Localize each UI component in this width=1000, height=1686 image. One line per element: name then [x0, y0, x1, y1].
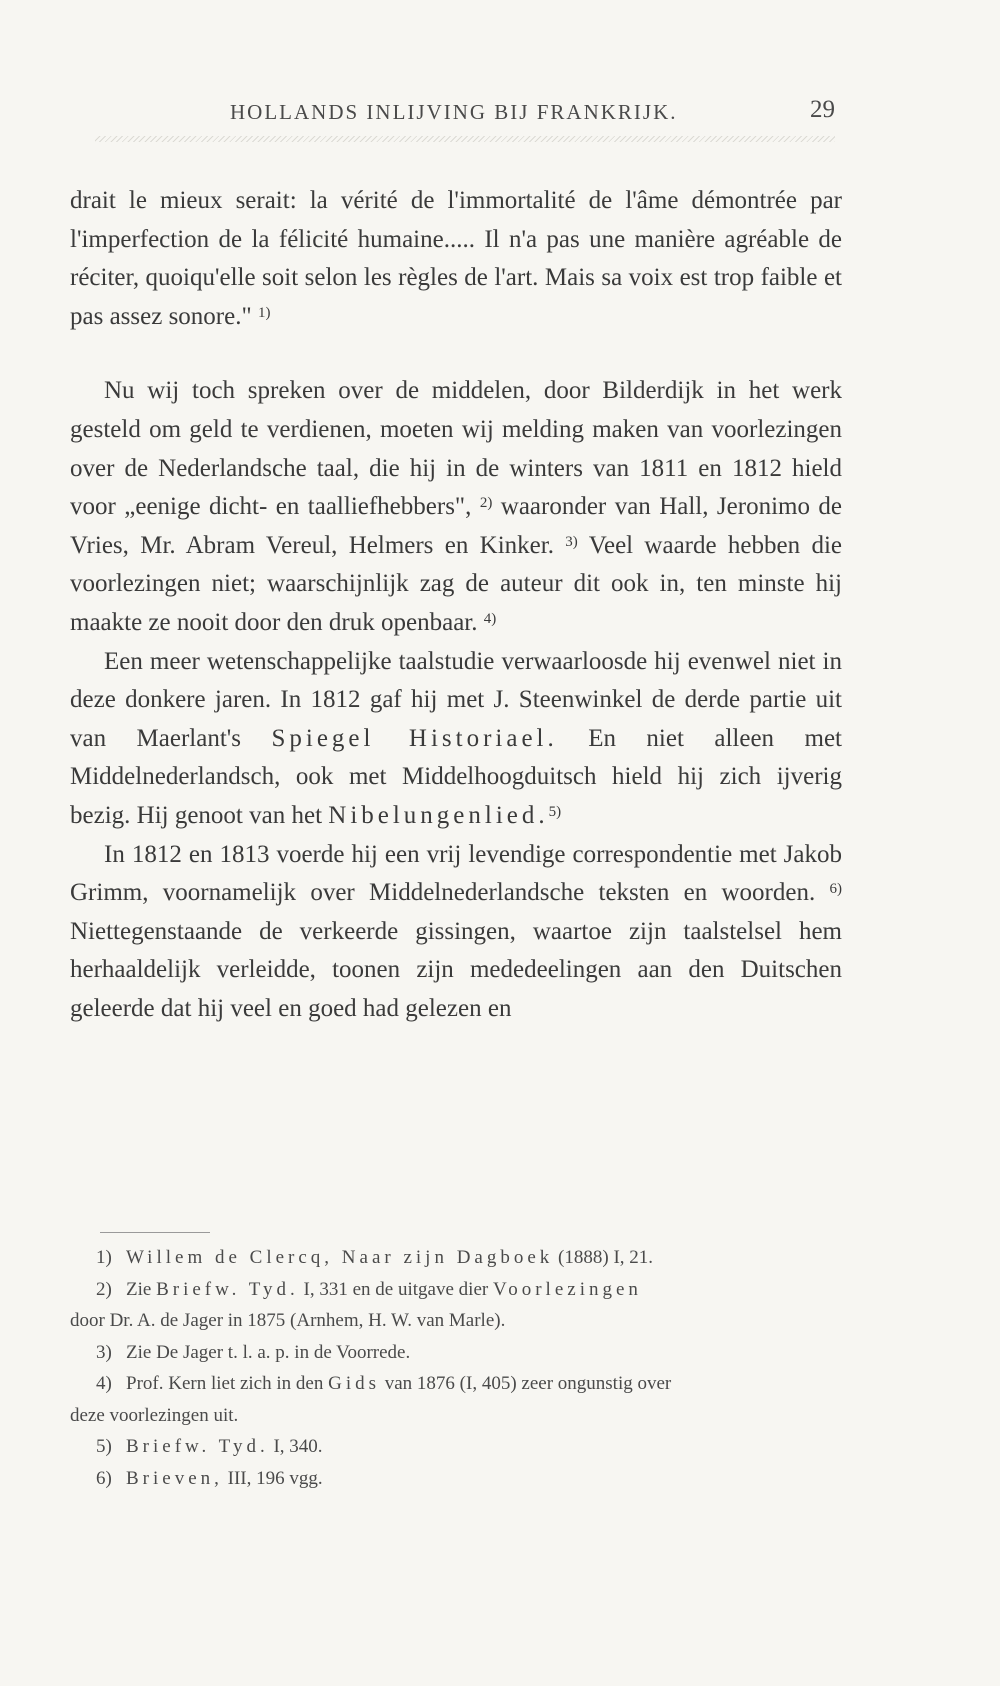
footnote-text: Zie — [126, 1278, 152, 1300]
paragraph-text: drait le mieux serait: la vérité de l'immortalité de l'âme démontrée par l'imperfection de la félicité humaine..... Il n'a pas une manière agréable de réciter, quoiqu'elle soit selon les règles de l'art. Mais sa voix est trop faible et pas assez sonore." — [70, 187, 842, 330]
paragraph-text: Een meer wetenschappelijke taalstudie verwaarloosde hij evenwel niet in deze donkere jaren. In 1812 gaf hij met J. Steenwinkel de derde partie uit van Maerlant's — [70, 647, 842, 752]
paragraph-continuation — [70, 182, 842, 336]
footnote-text: I, 331 en de uitgave dier — [303, 1278, 489, 1300]
footnote-number: 1) — [96, 1247, 112, 1268]
paragraph-text: Niettegenstaande de verkeerde gissingen, waartoe zijn taalstelsel hem herhaaldelijk verleidde, toonen zijn mededeelingen aan den Duitschen geleerde dat hij veel en goed had gelezen en — [70, 917, 842, 1022]
paragraph-text: In 1812 en 1813 voerde hij een vrij levendige correspondentie met Jakob Grimm, voornamelijk over Middelnederlandsche teksten en woorden. — [70, 840, 842, 907]
footnote-continuation: door Dr. A. de Jager in 1875 (Arnhem, H. W. van Marle). — [70, 1310, 506, 1331]
footnote-spaced: Willem de Clercq, Naar zijn Dagboek — [126, 1247, 554, 1268]
spaced-title: Nibelungenlied. — [328, 801, 549, 829]
note-ref[interactable]: 4) — [483, 610, 497, 627]
footnote-spaced: Gids — [328, 1373, 380, 1394]
paragraph-text: Veel waarde hebben die voorlezingen niet; waarschijnlijk zag de auteur dit ook in, ten minste hij maakte ze nooit door den druk openbaar. — [70, 531, 842, 636]
paragraph — [70, 836, 842, 1029]
paragraph-text: Nu wij toch spreken over de middelen, door Bilderdijk in het werk gesteld om geld te verdienen, moeten wij melding maken van voorlezingen over de Nederlandsche taal, die hij in de winters van 1811 en 1812 hield voor „eenige dicht- en taalliefhebbers", — [70, 377, 842, 521]
running-header — [200, 96, 850, 132]
footnote-number: 6) — [96, 1467, 112, 1489]
paragraph — [70, 372, 842, 642]
footnotes — [70, 1242, 842, 1494]
spaced-title: Spiegel Historiael. — [271, 724, 558, 752]
note-ref[interactable]: 1) — [257, 304, 271, 321]
footnote — [70, 1431, 842, 1463]
footnote — [70, 1274, 842, 1306]
paragraph — [70, 643, 842, 836]
footnote-spaced: Briefw. Tyd. — [126, 1436, 269, 1457]
footnote — [70, 1337, 842, 1369]
footnote-number: 5) — [96, 1436, 112, 1457]
footnote — [70, 1368, 842, 1400]
note-ref[interactable]: 2) — [479, 495, 493, 512]
footnote-text: Prof. Kern liet zich in den — [126, 1373, 324, 1394]
footnote-text: III, 196 vgg. — [227, 1467, 323, 1489]
footnote — [70, 1463, 842, 1495]
footnote — [70, 1242, 842, 1274]
footnote-text: (1888) I, 21. — [558, 1247, 654, 1268]
footnote-number: 2) — [96, 1278, 112, 1300]
paragraph-text: En niet alleen met Middelnederlandsch, ook met Middelhoogduitsch hield hij zich ijverig bezig. Hij genoot van het — [70, 724, 842, 829]
footnote-number: 3) — [96, 1341, 112, 1363]
paragraph-text: waaronder van Hall, Jeronimo de Vries, Mr. Abram Vereul, Helmers en Kinker. — [70, 493, 843, 559]
footnote-text: Zie De Jager t. l. a. p. in de Voorrede. — [126, 1341, 411, 1363]
note-ref[interactable]: 5) — [548, 803, 562, 820]
footnote-text: van 1876 (I, 405) zeer ongunstig over — [384, 1373, 672, 1394]
footnote-number: 4) — [96, 1373, 112, 1394]
footnote-rule — [100, 1232, 210, 1233]
main-text — [70, 182, 842, 1028]
note-ref[interactable]: 3) — [565, 533, 578, 550]
page-number: 29 — [810, 96, 835, 123]
running-title: HOLLANDS INLIJVING BIJ FRANKRIJK. — [230, 100, 678, 124]
footnote-continuation: deze voorlezingen uit. — [70, 1404, 239, 1426]
footnote-spaced: Brieven, — [126, 1467, 223, 1489]
footnote-spaced: Voorlezingen — [492, 1278, 642, 1300]
footnote-text: I, 340. — [273, 1436, 323, 1457]
header-rule — [95, 136, 835, 142]
footnote-spaced: Briefw. Tyd. — [156, 1278, 299, 1300]
note-ref[interactable]: 6) — [829, 881, 842, 898]
